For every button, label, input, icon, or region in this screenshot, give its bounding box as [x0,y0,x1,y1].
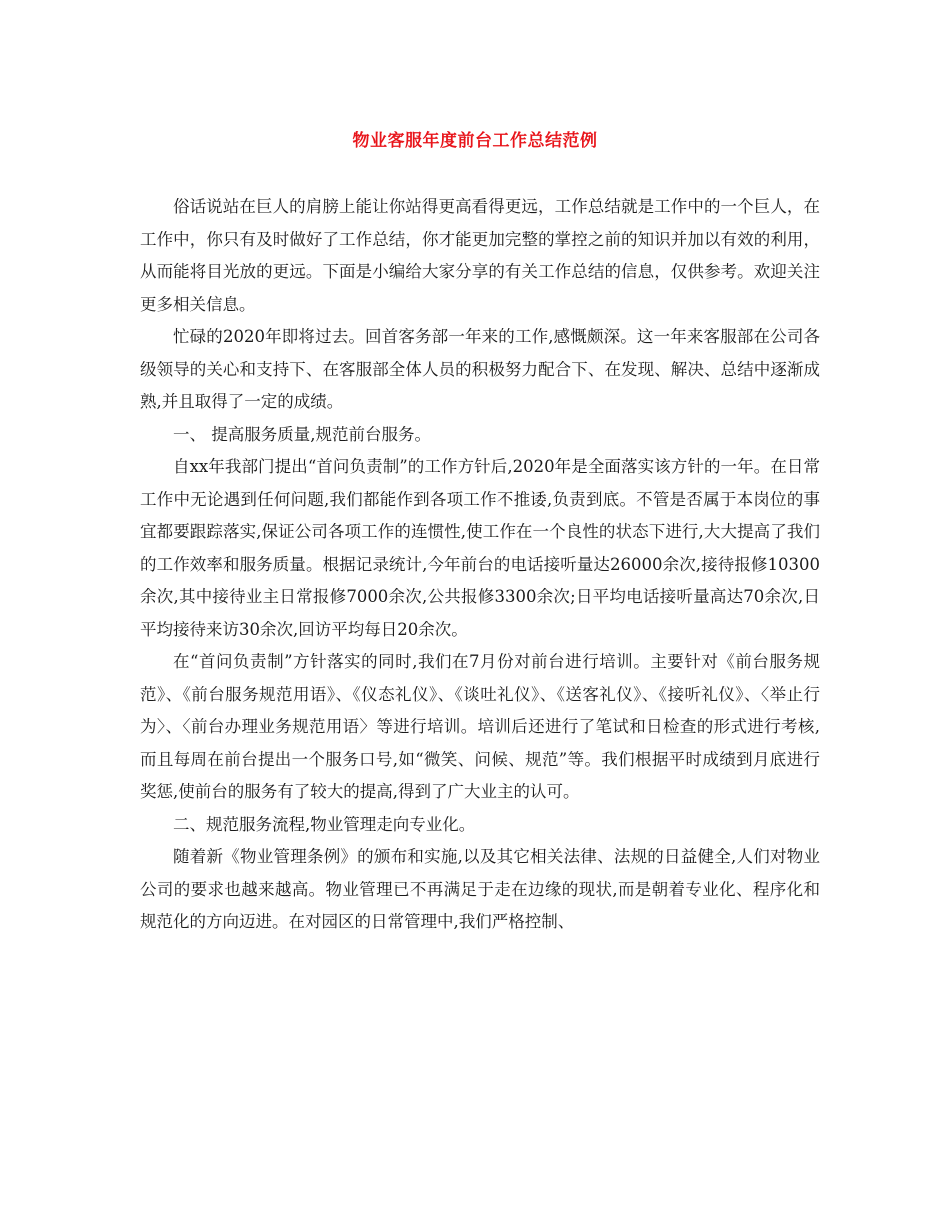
paragraph-intro: 俗话说站在巨人的肩膀上能让你站得更高看得更远，工作总结就是工作中的一个巨人，在工作中，你只有及时做好了工作总结，你才能更加完整的掌控之前的知识并加以有效的利用，从而能将目光放的更远。下面是小编给大家分享的有关工作总结的信息，仅供参考。欢迎关注更多相关信息。 [140,197,820,314]
paragraph-regulation: 随着新《物业管理条例》的颁布和实施,以及其它相关法律、法规的日益健全,人们对物业公司的要求也越来越高。物业管理已不再满足于走在边缘的现状,而是朝着专业化、程序化和规范化的方向迈进。在对园区的日常管理中,我们严格控制、 [140,847,820,931]
section-heading-2: 二、规范服务流程,物业管理走向专业化。 [173,814,476,834]
paragraph-training: 在“首问负责制”方针落实的同时,我们在7月份对前台进行培训。主要针对《前台服务规范》、《前台服务规范用语》、《仪态礼仪》、《谈吐礼仪》、《送客礼仪》、《接听礼仪》、〈举止行为〉、〈前台办理业务规范用语〉等进行培训。培训后还进行了笔试和日检查的形式进行考核,而且每周在前台提出一个服务口号,如“微笑、问候、规范”等。我们根据平时成绩到月底进行奖惩,使前台的服务有了较大的提高,得到了广大业主的认可。 [140,652,820,801]
document-title: 物业客服年度前台工作总结范例 [352,131,598,151]
paragraph-overview: 忙碌的2020年即将过去。回首客务部一年来的工作,感慨颇深。这一年来客服部在公司各级领导的关心和支持下、在客服部全体人员的积极努力配合下、在发现、解决、总结中逐渐成熟,并且取得了一定的成绩。 [140,327,820,411]
paragraph-first-responsibility: 自xx年我部门提出“首问负责制”的工作方针后,2020年是全面落实该方针的一年。在日常工作中无论遇到任何问题,我们都能作到各项工作不推诿,负责到底。不管是否属于本岗位的事宜都要跟踪落实,保证公司各项工作的连惯性,使工作在一个良性的状态下进行,大大提高了我们的工作效率和服务质量。根据记录统计,今年前台的电话接听量达26000余次,接待报修10300余次,其中接待业主日常报修7000余次,公共报修3300余次;日平均电话接听量高达70余次,日平均接待来访30余次,回访平均每日20余次。 [140,457,820,639]
section-heading-1: 一、 提高服务质量,规范前台服务。 [173,424,431,444]
document-body [140,191,820,939]
